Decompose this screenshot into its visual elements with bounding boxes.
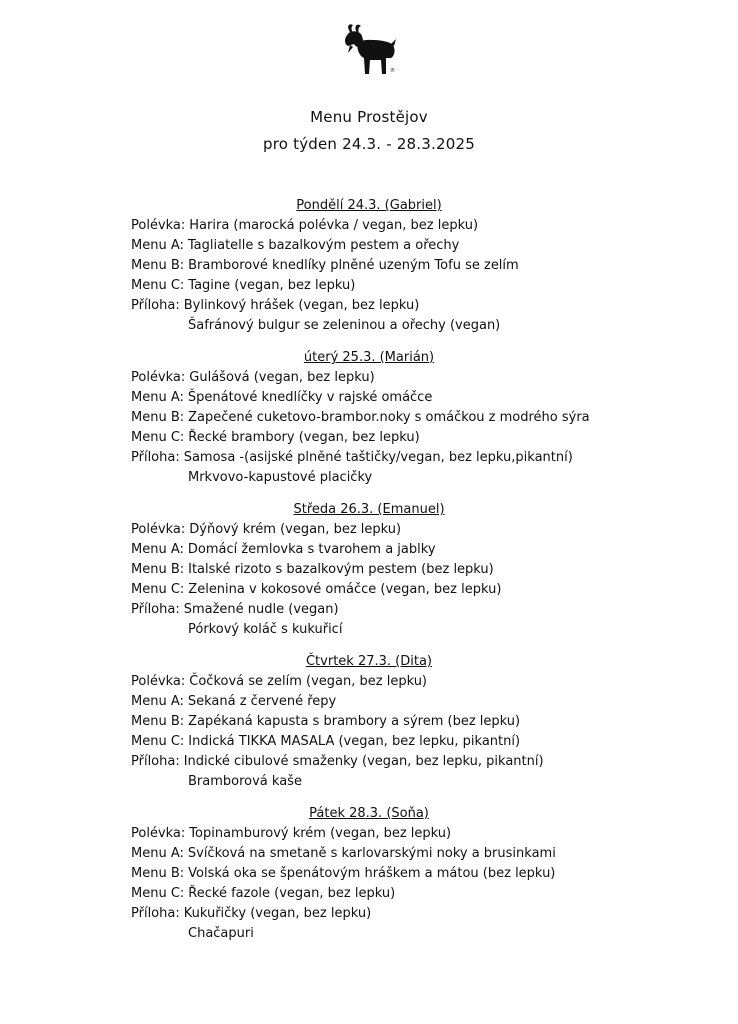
- soup-label: Polévka:: [131, 370, 186, 385]
- weekly-menu: [131, 196, 711, 956]
- soup-value: Dýňový krém (vegan, bez lepku): [189, 522, 402, 537]
- soup-label: Polévka:: [131, 522, 186, 537]
- menu-c-row: [131, 732, 711, 752]
- side-value-extra: Mrkvovo-kapustové placičky: [188, 470, 373, 485]
- soup-row: [131, 216, 711, 236]
- side-value-extra: Šafránový bulgur se zeleninou a ořechy (vegan): [188, 318, 501, 333]
- side-value: Indické cibulové smaženky (vegan, bez lepku, pikantní): [183, 754, 544, 769]
- side-value-extra: Bramborová kaše: [188, 774, 302, 789]
- soup-row: [131, 520, 711, 540]
- menu-c-value: Zelenina v kokosové omáčce (vegan, bez lepku): [188, 582, 502, 597]
- menu-b-value: Zapékaná kapusta s brambory a sýrem (bez lepku): [188, 714, 521, 729]
- menu-c-row: [131, 580, 711, 600]
- soup-value: Čočková se zelím (vegan, bez lepku): [189, 674, 428, 689]
- menu-a-row: [131, 236, 711, 256]
- menu-c-label: Menu C:: [131, 278, 185, 293]
- goat-logo: [340, 22, 400, 82]
- side-row: [131, 600, 711, 620]
- soup-value: Topinamburový krém (vegan, bez lepku): [189, 826, 452, 841]
- menu-b-value: Volská oka se špenátovým hráškem a mátou (bez lepku): [188, 866, 556, 881]
- menu-c-label: Menu C:: [131, 582, 185, 597]
- menu-c-row: [131, 276, 711, 296]
- side-value: Kukuřičky (vegan, bez lepku): [183, 906, 372, 921]
- side-value: Bylinkový hrášek (vegan, bez lepku): [183, 298, 420, 313]
- side-row: [131, 448, 711, 468]
- menu-a-label: Menu A:: [131, 694, 184, 709]
- menu-b-value: Bramborové knedlíky plněné uzeným Tofu se zelím: [188, 258, 519, 273]
- side-row-extra: [131, 316, 711, 336]
- menu-b-row: [131, 256, 711, 276]
- menu-b-label: Menu B:: [131, 410, 185, 425]
- day-title: Pondělí 24.3. (Gabriel): [296, 198, 442, 213]
- menu-b-value: Italské rizoto s bazalkovým pestem (bez lepku): [188, 562, 494, 577]
- day-section-thursday: [131, 652, 711, 792]
- side-value: Samosa -(asijské plněné taštičky/vegan, bez lepku,pikantní): [183, 450, 573, 465]
- day-title: Čtvrtek 27.3. (Dita): [305, 654, 432, 669]
- menu-c-value: Řecké brambory (vegan, bez lepku): [188, 430, 420, 445]
- menu-a-value: Tagliatelle s bazalkovým pestem a ořechy: [187, 238, 460, 253]
- page-title: Menu Prostějov: [310, 108, 428, 126]
- side-row: [131, 296, 711, 316]
- day-section-friday: [131, 804, 711, 944]
- menu-a-value: Sekaná z červené řepy: [187, 694, 337, 709]
- menu-b-row: [131, 560, 711, 580]
- menu-a-value: Domácí žemlovka s tvarohem a jablky: [187, 542, 436, 557]
- side-label: Příloha:: [131, 906, 180, 921]
- side-row: [131, 752, 711, 772]
- menu-a-label: Menu A:: [131, 238, 184, 253]
- side-row-extra: [131, 620, 711, 640]
- soup-label: Polévka:: [131, 826, 186, 841]
- menu-c-label: Menu C:: [131, 886, 185, 901]
- menu-c-label: Menu C:: [131, 734, 185, 749]
- menu-b-value: Zapečené cuketovo-brambor.noky s omáčkou z modrého sýra: [188, 410, 590, 425]
- day-section-monday: [131, 196, 711, 336]
- menu-a-label: Menu A:: [131, 390, 184, 405]
- day-section-wednesday: [131, 500, 711, 640]
- menu-b-row: [131, 712, 711, 732]
- menu-c-value: Řecké fazole (vegan, bez lepku): [188, 886, 396, 901]
- menu-a-label: Menu A:: [131, 846, 184, 861]
- menu-a-value: Špenátové knedlíčky v rajské omáčce: [187, 390, 433, 405]
- side-label: Příloha:: [131, 298, 180, 313]
- soup-row: [131, 368, 711, 388]
- side-label: Příloha:: [131, 602, 180, 617]
- menu-c-value: Indická TIKKA MASALA (vegan, bez lepku, pikantní): [188, 734, 521, 749]
- day-title: Pátek 28.3. (Soňa): [309, 806, 429, 821]
- menu-b-label: Menu B:: [131, 866, 185, 881]
- menu-a-row: [131, 388, 711, 408]
- side-row-extra: [131, 924, 711, 944]
- menu-c-label: Menu C:: [131, 430, 185, 445]
- menu-a-row: [131, 844, 711, 864]
- menu-a-value: Svíčková na smetaně s karlovarskými noky a brusinkami: [187, 846, 556, 861]
- side-value-extra: Chačapuri: [188, 926, 254, 941]
- side-value-extra: Pórkový koláč s kukuřicí: [188, 622, 343, 637]
- menu-b-row: [131, 864, 711, 884]
- side-value: Smažené nudle (vegan): [183, 602, 339, 617]
- menu-c-value: Tagine (vegan, bez lepku): [188, 278, 356, 293]
- menu-b-row: [131, 408, 711, 428]
- page-subtitle: pro týden 24.3. - 28.3.2025: [263, 135, 475, 153]
- menu-a-label: Menu A:: [131, 542, 184, 557]
- menu-c-row: [131, 884, 711, 904]
- menu-b-label: Menu B:: [131, 258, 185, 273]
- menu-c-row: [131, 428, 711, 448]
- soup-value: Gulášová (vegan, bez lepku): [189, 370, 375, 385]
- day-title: Středa 26.3. (Emanuel): [293, 502, 445, 517]
- side-row-extra: [131, 772, 711, 792]
- soup-row: [131, 672, 711, 692]
- day-section-tuesday: [131, 348, 711, 488]
- registered-mark: ®: [390, 68, 395, 74]
- menu-a-row: [131, 540, 711, 560]
- side-row: [131, 904, 711, 924]
- side-label: Příloha:: [131, 450, 180, 465]
- soup-label: Polévka:: [131, 218, 186, 233]
- menu-a-row: [131, 692, 711, 712]
- side-row-extra: [131, 468, 711, 488]
- menu-b-label: Menu B:: [131, 562, 185, 577]
- soup-value: Harira (marocká polévka / vegan, bez lepku): [189, 218, 479, 233]
- soup-row: [131, 824, 711, 844]
- soup-label: Polévka:: [131, 674, 186, 689]
- menu-b-label: Menu B:: [131, 714, 185, 729]
- side-label: Příloha:: [131, 754, 180, 769]
- day-title: úterý 25.3. (Marián): [303, 350, 435, 365]
